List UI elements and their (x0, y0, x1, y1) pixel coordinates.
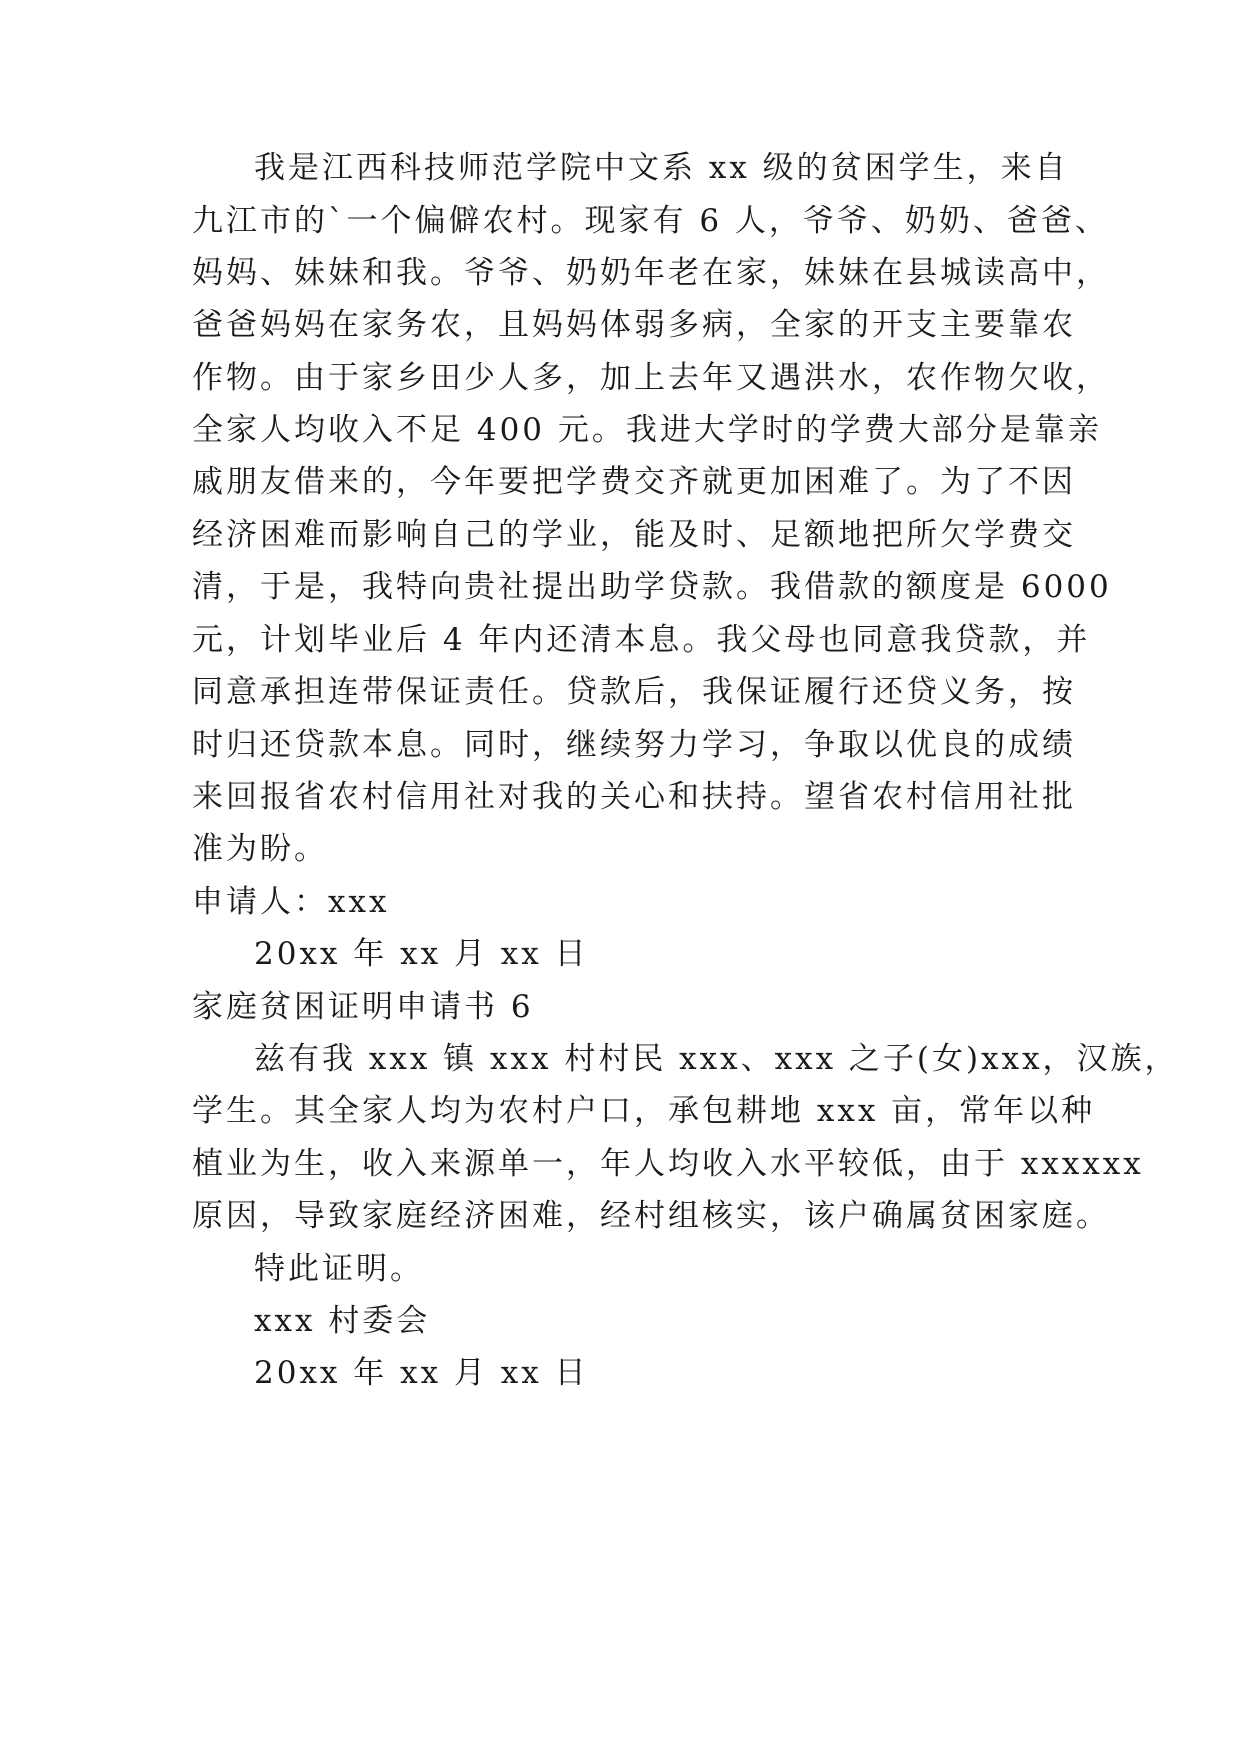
letter-line-3: 妈妈、妹妹和我。爷爷、奶奶年老在家，妹妹在县城读高中， (192, 255, 1110, 291)
cert-line-3: 植业为生，收入来源单一，年人均收入水平较低，由于 xxxxxx (192, 1146, 1144, 1182)
letter-line-7: 戚朋友借来的，今年要把学费交齐就更加困难了。为了不因 (192, 464, 1076, 500)
letter-line-5: 作物。由于家乡田少人多，加上去年又遇洪水，农作物欠收， (192, 360, 1110, 396)
date-line-2: 20xx 年 xx 月 xx 日 (254, 1355, 589, 1391)
letter-line-11: 同意承担连带保证责任。贷款后，我保证履行还贷义务，按 (192, 674, 1076, 710)
letter-line-1: 我是江西科技师范学院中文系 xx 级的贫困学生，来自 (254, 150, 1069, 186)
section-title: 家庭贫困证明申请书 6 (192, 989, 534, 1025)
letter-line-4: 爸爸妈妈在家务农，且妈妈体弱多病，全家的开支主要靠农 (192, 307, 1076, 343)
cert-line-1: 兹有我 xxx 镇 xxx 村村民 xxx、xxx 之子(女)xxx，汉族， (254, 1041, 1179, 1077)
date-line-1: 20xx 年 xx 月 xx 日 (254, 936, 589, 972)
letter-line-2: 九江市的`一个偏僻农村。现家有 6 人，爷爷、奶奶、爸爸、 (192, 203, 1109, 239)
letter-line-8: 经济困难而影响自己的学业，能及时、足额地把所欠学费交 (192, 517, 1076, 553)
letter-line-6: 全家人均收入不足 400 元。我进大学时的学费大部分是靠亲 (192, 412, 1102, 448)
signer-line: xxx 村委会 (254, 1303, 431, 1339)
letter-line-9: 清，于是，我特向贵社提出助学贷款。我借款的额度是 6000 (192, 569, 1112, 605)
cert-line-2: 学生。其全家人均为农村户口，承包耕地 xxx 亩，常年以种 (192, 1093, 1096, 1129)
letter-line-10: 元，计划毕业后 4 年内还清本息。我父母也同意我贷款，并 (192, 622, 1091, 658)
applicant-line: 申请人：xxx (192, 884, 390, 920)
cert-line-4: 原因，导致家庭经济困难，经村组核实，该户确属贫困家庭。 (192, 1198, 1110, 1234)
letter-line-14: 准为盼。 (192, 831, 328, 867)
letter-line-13: 来回报省农村信用社对我的关心和扶持。望省农村信用社批 (192, 779, 1076, 815)
letter-line-12: 时归还贷款本息。同时，继续努力学习，争取以优良的成绩 (192, 727, 1076, 763)
closing-line: 特此证明。 (254, 1251, 424, 1287)
